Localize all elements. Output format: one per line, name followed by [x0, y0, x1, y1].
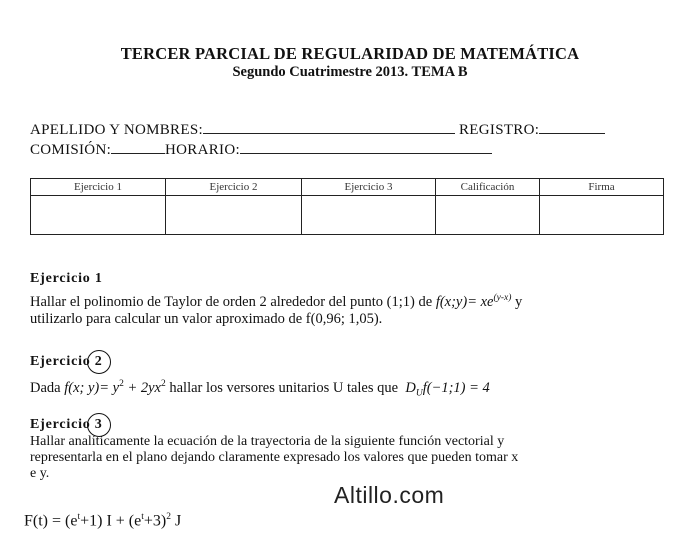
comision-blank[interactable]: [111, 141, 165, 154]
exercise-2-text-b: hallar los versores unitarios U tales que: [169, 379, 399, 396]
exercise-2-heading-text: Ejercicio: [30, 354, 91, 369]
formula-part-b: +1) I + (e: [80, 512, 142, 530]
exercise-2-exp2: 2: [160, 379, 166, 389]
grade-cell-firma[interactable]: [540, 196, 664, 235]
exercise-2-function-mid: + 2yx: [123, 379, 161, 396]
grade-header-ej3: Ejercicio 3: [302, 179, 436, 196]
registro-label: REGISTRO:: [459, 122, 540, 138]
horario-label: HORARIO:: [165, 142, 240, 158]
grade-header-firma: Firma: [540, 179, 664, 196]
exercise-2-deriv-tail: f(−1;1) = 4: [422, 379, 490, 396]
grade-cell-ej2[interactable]: [166, 196, 302, 235]
exercise-1-exponent: (y-x): [493, 293, 512, 303]
exercise-1-line2: utilizarlo para calcular un valor aproximado de f(0,96; 1,05).: [30, 310, 383, 327]
exercise-1-function: f(x;y)= xe: [435, 293, 494, 310]
name-field-row: [30, 121, 605, 139]
formula-part-a: F(t) = (e: [24, 512, 78, 530]
formula-part-c: +3): [143, 512, 167, 530]
exercise-1-line1: [30, 290, 670, 311]
exercise-3-line2: representarla en el plano dejando claramente expresado los valores que pueden tomar x: [30, 450, 519, 465]
exercise-2-text-a: Dada: [30, 379, 61, 396]
exercise-1-tail: y: [515, 293, 523, 310]
exercise-1-text-a: Hallar el polinomio de Taylor de orden 2 alrededor del punto (1;1) de: [30, 293, 433, 310]
exercise-3-text: [30, 434, 670, 482]
registro-blank[interactable]: [539, 121, 605, 134]
exercise-2-deriv: D: [405, 379, 416, 396]
comision-label: COMISIÓN:: [30, 142, 112, 158]
page-subtitle: Segundo Cuatrimestre 2013. TEMA B: [232, 64, 468, 80]
apellido-label: APELLIDO Y NOMBRES:: [30, 122, 203, 138]
formula-exp-b: t: [141, 512, 144, 522]
exercise-2-function: f(x; y)= y: [64, 379, 120, 396]
exercise-2-exp1: 2: [119, 379, 124, 389]
exercise-3-heading-text: Ejercicio: [30, 417, 91, 432]
exercise-2-heading: [30, 350, 111, 374]
exercise-3-number: 3: [87, 413, 111, 437]
page-title: TERCER PARCIAL DE REGULARIDAD DE MATEMÁTICA: [120, 44, 580, 63]
exercise-1-heading: Ejercicio 1: [30, 271, 103, 286]
commission-field-row: [30, 141, 492, 159]
grade-table: [30, 178, 664, 235]
exercise-1-text: [30, 290, 670, 328]
grade-cell-ej3[interactable]: [302, 196, 436, 235]
formula-exp-c: 2: [166, 512, 171, 522]
formula-exp-a: t: [77, 512, 81, 522]
exercise-3-line3: e y.: [30, 466, 50, 481]
exercise-2-deriv-sub: U: [415, 388, 423, 399]
grade-header-ej1: Ejercicio 1: [31, 179, 166, 196]
exercise-3-line1: Hallar analíticamente la ecuación de la trayectoria de la siguiente función vectorial y: [30, 434, 505, 449]
exercise-2-number: 2: [87, 350, 111, 374]
grade-header-calificacion: Calificación: [436, 179, 540, 196]
exercise-2-text: [30, 376, 680, 403]
apellido-blank[interactable]: [203, 121, 455, 134]
grade-cell-ej1[interactable]: [31, 196, 166, 235]
formula-part-d: J: [170, 512, 182, 530]
horario-blank[interactable]: [240, 141, 492, 154]
grade-header-ej2: Ejercicio 2: [166, 179, 302, 196]
vector-function-formula: [24, 512, 181, 530]
grade-cell-calificacion[interactable]: [436, 196, 540, 235]
watermark-logo: Altillo.com: [334, 482, 445, 508]
